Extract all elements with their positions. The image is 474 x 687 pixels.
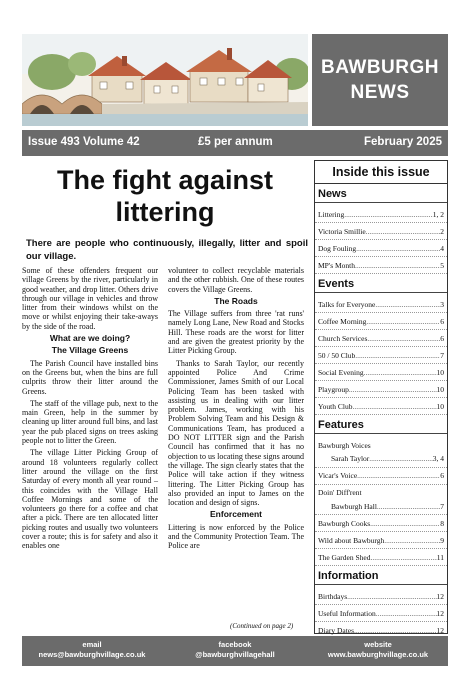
toc-title: 50 / 50 Club (318, 350, 356, 360)
headline-line-2: littering (115, 197, 215, 227)
headline-line-1: The fight against (57, 165, 273, 195)
leader-dots (352, 402, 436, 411)
toc-title: Victoria Smillie (318, 226, 366, 236)
toc-title: Coffee Morning (318, 316, 367, 326)
toc-page: 12 (436, 608, 444, 618)
toc-title: Dog Fouling (318, 243, 357, 253)
subheading: The Roads (214, 295, 258, 306)
leader-dots (354, 626, 436, 635)
toc-page: 3, 4 (432, 454, 444, 463)
leader-dots (375, 300, 440, 309)
toc-title: Social Evening (318, 367, 364, 377)
footer-email (22, 640, 162, 660)
leader-dots (355, 351, 440, 360)
leader-dots (357, 471, 440, 480)
section-heading-features: Features (315, 415, 447, 434)
footer-facebook (162, 640, 308, 660)
facebook-label: facebook (218, 640, 252, 649)
toc-title: Useful Information (318, 608, 376, 618)
toc-entry[interactable] (315, 532, 447, 549)
paragraph: The Parish Council have installed bins on the Greens but, when the bins are full culprits throw their litter around the Greens. (22, 358, 158, 396)
paragraph: Littering is now enforced by the Police and the Community Protection Team. The Police are (168, 522, 304, 551)
leader-dots (376, 609, 437, 618)
toc-entry[interactable] (315, 468, 447, 485)
title-line-2: NEWS (350, 82, 410, 103)
continued-note: (Continued on page 2) (230, 622, 294, 630)
toc-page: 10 (436, 367, 444, 377)
leader-dots (347, 592, 436, 601)
email-label: email (82, 640, 102, 649)
subheading: The Village Greens (51, 345, 129, 356)
toc-entry[interactable] (315, 240, 447, 257)
toc-page: 6 (440, 471, 444, 480)
toc-entry[interactable] (315, 605, 447, 622)
toc-title: Wild about Bawburgh (318, 535, 385, 545)
toc-title: Church Services (318, 333, 368, 343)
toc-title: Birthdays (318, 591, 348, 601)
standfirst: There are people who continuously, illegally, litter and spoil our village. (26, 238, 308, 262)
toc-title: Playgroup (318, 384, 349, 394)
subheading: What are we doing? (49, 333, 131, 344)
website-url[interactable]: www.bawburghvillage.co.uk (327, 650, 429, 659)
toc-title: MP's Month (318, 260, 355, 270)
paragraph: volunteer to collect recyclable materials and the other rubbish. One of these routes covers the Village Greens. (168, 266, 304, 294)
paragraph: Some of these offenders frequent our village Greens by the river, particularly in good weather, and drop litter. Others drive through our village in vehicles and throw litter from their windows whilst on the move or whilst enjoying their take-aways by the side of the road. (22, 266, 158, 331)
leader-dots (377, 502, 440, 511)
toc-page: 6 (440, 316, 444, 326)
footer-website (308, 640, 448, 660)
section-heading-information: Information (315, 566, 447, 585)
toc-page: 7 (440, 501, 444, 511)
toc-page: 7 (440, 350, 444, 360)
newsletter-title (312, 34, 448, 126)
leader-dots (344, 210, 433, 219)
paragraph: The staff of the village pub, next to the main Green, help in the summer by cleaning up litter around full bins, and last year the pub placed signs on trees asking people not to litter the Green. (22, 398, 158, 446)
toc-title: Vicar's Voice (318, 471, 358, 480)
subheading: Enforcement (210, 509, 262, 520)
leader-dots (356, 244, 440, 253)
website-label: website (364, 640, 392, 649)
toc-entry[interactable] (315, 296, 447, 313)
toc-entry[interactable] (315, 381, 447, 398)
toc-entry[interactable] (315, 257, 447, 274)
inside-this-issue (314, 160, 448, 634)
toc-entry[interactable] (315, 313, 447, 330)
leader-dots (367, 334, 440, 343)
headline (22, 164, 308, 228)
article-column-right (168, 266, 304, 554)
toc-entry[interactable] (315, 398, 447, 415)
leader-dots (384, 536, 440, 545)
toc-entry[interactable] (315, 485, 447, 499)
footer-bar (22, 636, 448, 666)
toc-title: Talks for Everyone (318, 299, 376, 309)
email-address[interactable]: news@bawburghvillage.co.uk (38, 650, 146, 659)
leader-dots (366, 317, 440, 326)
toc-title: The Garden Shed (318, 552, 371, 562)
toc-title: Diary Dates (318, 625, 355, 635)
toc-page: 2 (440, 226, 444, 236)
leader-dots (349, 385, 437, 394)
paragraph: Thanks to Sarah Taylor, our recently appointed Police And Crime Commissioner, James Smith of our Local Policing Team has been tasked with assisting us in dealing with our litter problem. James, working with his Problem Solving Team and his Design & Communications Team, has produced a DO NOT LITTER sign and the Parish Council has confirmed that it has no objection to us locating these signs around the village. The sign clearly states that the Police will take action if they witness littering. The Litter Picking Group has also provided an input to James on the location and design of signs. (168, 358, 304, 508)
title-line-1: BAWBURGH (321, 57, 439, 78)
toc-page: 3 (440, 299, 444, 309)
toc-page: 8 (440, 518, 444, 528)
toc-entry[interactable] (315, 451, 447, 468)
toc-title: Bawburgh Cooks (318, 518, 371, 528)
toc-entry[interactable] (315, 437, 447, 451)
price: £5 per annum (198, 136, 273, 148)
features-list (315, 437, 447, 566)
toc-entry[interactable] (315, 347, 447, 364)
toc-title: Bawburgh Hall (331, 501, 377, 511)
toc-page: 12 (436, 591, 444, 601)
toc-page: 12 (436, 625, 444, 635)
issue-date: February 2025 (364, 136, 442, 148)
toc-page: 10 (436, 401, 444, 411)
toc-title: Youth Club (318, 401, 353, 411)
paragraph: The Village suffers from three 'rat runs' namely Long Lane, New Road and Stocks Hill. These roads are the worst for litter and are given the greatest priority by the Litter Picking Group. (168, 309, 304, 356)
toc-page: 11 (436, 552, 444, 562)
toc-title: Littering (318, 209, 345, 219)
issue-bar (22, 130, 448, 156)
inside-title: Inside this issue (315, 161, 447, 184)
events-list (315, 296, 447, 415)
toc-entry[interactable] (315, 223, 447, 240)
toc-entry[interactable] (315, 515, 447, 532)
leader-dots (370, 553, 436, 562)
toc-page: 1, 2 (432, 209, 444, 219)
toc-entry[interactable] (315, 206, 447, 223)
toc-entry[interactable] (315, 498, 447, 515)
issue-number: Issue 493 Volume 42 (28, 136, 140, 148)
leader-dots (369, 454, 432, 463)
news-list (315, 206, 447, 274)
leader-dots (370, 519, 440, 528)
toc-title: Doin' Diff'rent (318, 488, 362, 497)
section-heading-news: News (315, 184, 447, 203)
leader-dots (355, 261, 440, 270)
toc-page: 10 (436, 384, 444, 394)
information-list (315, 588, 447, 639)
leader-dots (364, 368, 437, 377)
toc-page: 4 (440, 243, 444, 253)
toc-page: 9 (440, 535, 444, 545)
facebook-handle[interactable]: @bawburghvillagehall (195, 650, 275, 659)
section-heading-events: Events (315, 274, 447, 293)
toc-entry[interactable] (315, 549, 447, 566)
masthead (22, 34, 448, 126)
toc-entry[interactable] (315, 588, 447, 605)
toc-page: 6 (440, 333, 444, 343)
toc-page: 5 (440, 260, 444, 270)
article-column-left (22, 266, 158, 554)
leader-dots (366, 227, 441, 236)
toc-title: Sarah Taylor (331, 454, 370, 463)
toc-entry[interactable] (315, 364, 447, 381)
village-illustration (22, 34, 308, 126)
paragraph: The village Litter Picking Group of around 18 volunteers regularly collect litter around the village on the first Saturday of every month all year round – this coincides with the Village Hall Coffee Mornings and some of the volunteers go there for a coffee and chat after a pick. There are ten allocated litter picking routes and usually two volunteers cover a route; this is for safety and also it enables one (22, 448, 158, 551)
toc-title: Bawburgh Voices (318, 440, 371, 450)
toc-entry[interactable] (315, 330, 447, 347)
